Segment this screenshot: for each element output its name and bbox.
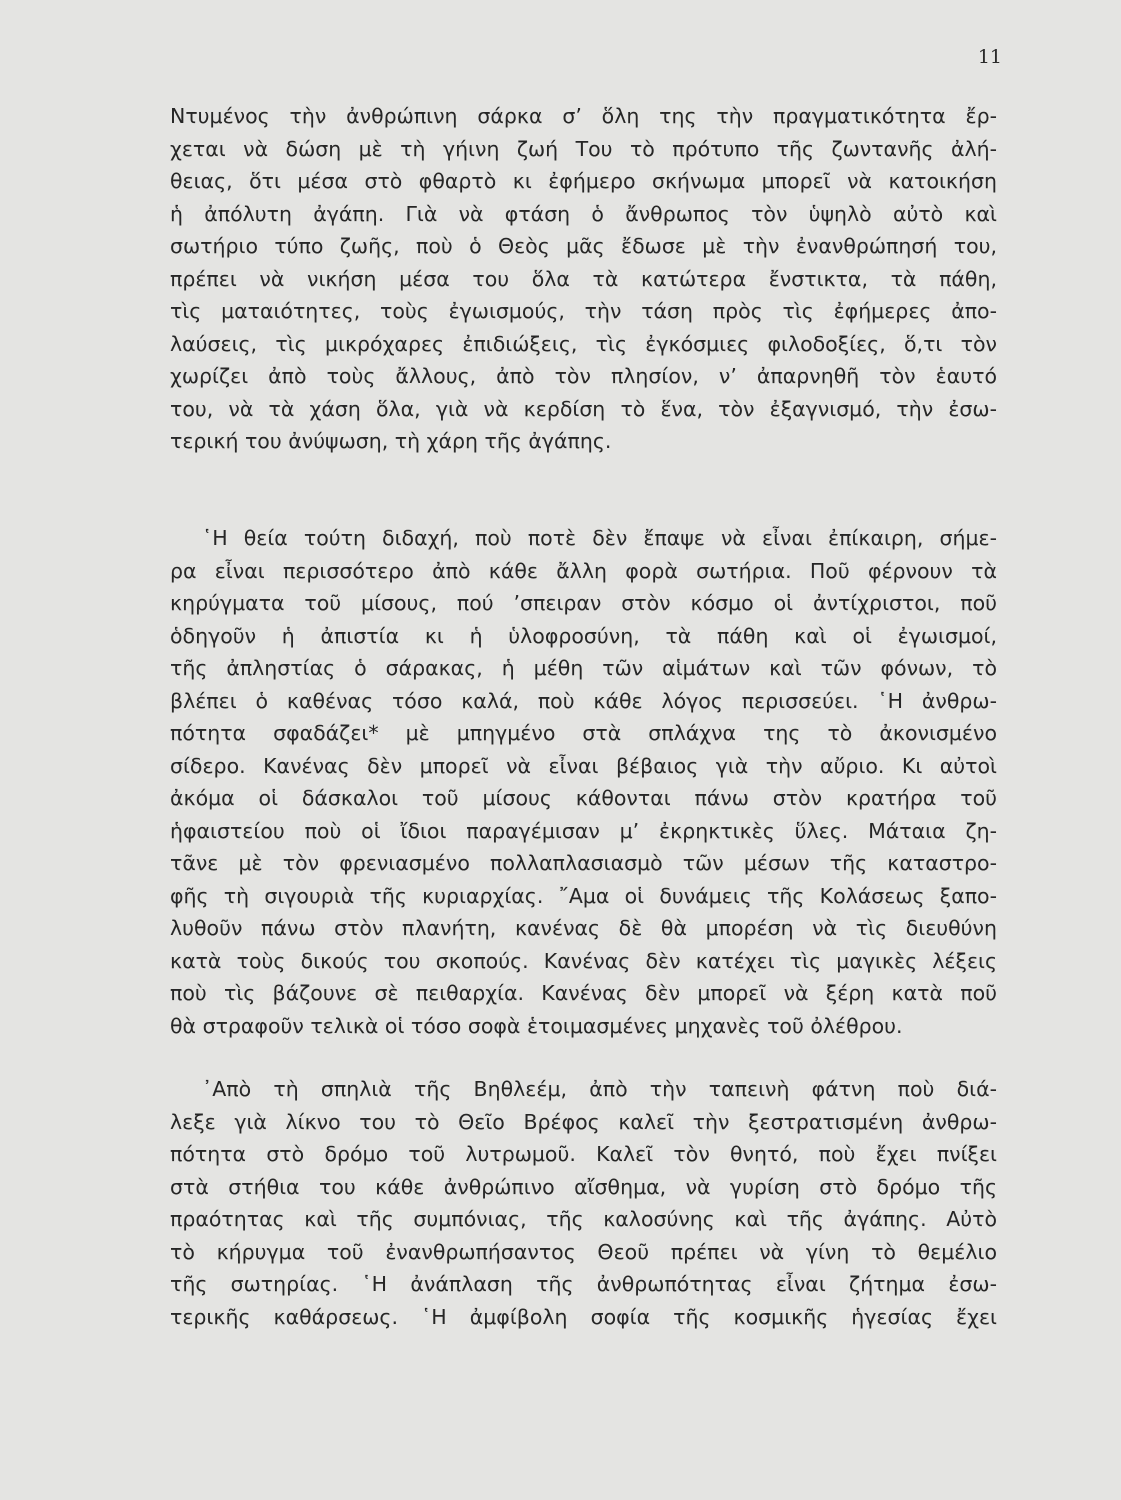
text-line: τὸ κήρυγμα τοῦ ἐνανθρωπήσαντος Θεοῦ πρέπει νὰ γίνη τὸ θεμέλιο bbox=[170, 1239, 997, 1264]
text-line: πότητα στὸ δρόμο τοῦ λυτρωμοῦ. Καλεῖ τὸν θνητό, ποὺ ἔχει πνίξει bbox=[170, 1142, 997, 1166]
text-line: λαύσεις, τὶς μικρόχαρες ἐπιδιώξεις, τὶς ἐγκόσμιες φιλοδοξίες, ὅ,τι τὸν bbox=[170, 331, 997, 356]
page-number: 11 bbox=[977, 46, 1002, 68]
text-line: βλέπει ὁ καθένας τόσο καλά, ποὺ κάθε λόγος περισσεύει. ῾Η ἀνθρω- bbox=[170, 688, 997, 713]
text-line: χωρίζει ἀπὸ τοὺς ἄλλους, ἀπὸ τὸν πλησίον, ν’ ἀπαρνηθῆ τὸν ἑαυτό bbox=[170, 364, 997, 388]
text-line: ρα εἶναι περισσότερο ἀπὸ κάθε ἄλλη φορὰ σωτήρια. Ποῦ φέρνουν τὰ bbox=[170, 558, 997, 583]
text-line: τῆς σωτηρίας. ῾Η ἀνάπλαση τῆς ἀνθρωπότητας εἶναι ζήτημα ἐσω- bbox=[170, 1272, 997, 1296]
text-line: τερικῆς καθάρσεως. ῾Η ἀμφίβολη σοφία τῆς κοσμικῆς ἡγεσίας ἔχει bbox=[170, 1304, 997, 1329]
text-line: πρέπει νὰ νικήση μέσα του ὅλα τὰ κατώτερα ἔνστικτα, τὰ πάθη, bbox=[170, 266, 997, 291]
paragraph-3 bbox=[170, 1073, 997, 1333]
text-line: τὶς ματαιότητες, τοὺς ἐγωισμούς, τὴν τάση πρὸς τὶς ἐφήμερες ἀπο- bbox=[170, 299, 997, 323]
text-line: πραότητας καὶ τῆς συμπόνιας, τῆς καλοσύνης καὶ τῆς ἀγάπης. Αὐτὸ bbox=[170, 1207, 997, 1231]
paragraph-1 bbox=[170, 100, 997, 458]
text-line: τερική του ἀνύψωση, τὴ χάρη τῆς ἀγάπης. bbox=[170, 429, 612, 453]
text-line: του, νὰ τὰ χάση ὅλα, γιὰ νὰ κερδίση τὸ ἕνα, τὸν ἐξαγνισμό, τὴν ἐσω- bbox=[170, 396, 997, 421]
text-line: τῆς ἀπληστίας ὁ σάρακας, ἡ μέθη τῶν αἱμάτων καὶ τῶν φόνων, τὸ bbox=[170, 656, 997, 680]
text-line: ποὺ τὶς βάζουνε σὲ πειθαρχία. Κανένας δὲν μπορεῖ νὰ ξέρη κατὰ ποῦ bbox=[170, 981, 997, 1005]
text-line: σωτήριο τύπο ζωῆς, ποὺ ὁ Θεὸς μᾶς ἔδωσε μὲ τὴν ἐνανθρώπησή του, bbox=[170, 234, 997, 258]
text-line: στὰ στήθια του κάθε ἀνθρώπινο αἴσθημα, νὰ γυρίση στὸ δρόμο τῆς bbox=[170, 1174, 997, 1199]
text-line: λεξε γιὰ λίκνο του τὸ Θεῖο Βρέφος καλεῖ τὴν ξεστρατισμένη ἀνθρω- bbox=[170, 1109, 997, 1134]
text-line: ῾Η θεία τούτη διδαχή, ποὺ ποτὲ δὲν ἔπαψε νὰ εἶναι ἐπίκαιρη, σήμε- bbox=[202, 526, 997, 550]
text-line: ᾽Απὸ τὴ σπηλιὰ τῆς Βηθλεέμ, ἀπὸ τὴν ταπεινὴ φάτνη ποὺ διά- bbox=[202, 1077, 997, 1101]
text-line: κηρύγματα τοῦ μίσους, πού ’σπειραν στὸν κόσμο οἱ ἀντίχριστοι, ποῦ bbox=[170, 591, 997, 615]
text-line: ἀκόμα οἱ δάσκαλοι τοῦ μίσους κάθονται πάνω στὸν κρατήρα τοῦ bbox=[170, 786, 997, 810]
text-line: κατὰ τοὺς δικούς του σκοπούς. Κανένας δὲν κατέχει τὶς μαγικὲς λέξεις bbox=[170, 948, 997, 973]
text-line: λυθοῦν πάνω στὸν πλανήτη, κανένας δὲ θὰ μπορέση νὰ τὶς διευθύνη bbox=[170, 916, 997, 940]
text-line: πότητα σφαδάζει* μὲ μπηγμένο στὰ σπλάχνα της τὸ ἀκονισμένο bbox=[170, 721, 997, 745]
text-line: τᾶνε μὲ τὸν φρενιασμένο πολλαπλασιασμὸ τῶν μέσων τῆς καταστρο- bbox=[170, 851, 997, 875]
text-line: θὰ στραφοῦν τελικὰ οἱ τόσο σοφὰ ἑτοιμασμένες μηχανὲς τοῦ ὀλέθρου. bbox=[170, 1013, 903, 1038]
text-line: ὁδηγοῦν ἡ ἀπιστία κι ἡ ὑλοφροσύνη, τὰ πάθη καὶ οἱ ἐγωισμοί, bbox=[170, 623, 997, 648]
text-line: χεται νὰ δώση μὲ τὴ γήινη ζωή Του τὸ πρότυπο τῆς ζωντανῆς ἀλή- bbox=[170, 136, 997, 161]
text-line: ἡ ἀπόλυτη ἀγάπη. Γιὰ νὰ φτάση ὁ ἄνθρωπος τὸν ὑψηλὸ αὐτὸ καὶ bbox=[170, 201, 997, 226]
text-line: σίδερο. Κανένας δὲν μπορεῖ νὰ εἶναι βέβαιος γιὰ τὴν αὔριο. Κι αὐτοὶ bbox=[170, 753, 997, 778]
text-line: φῆς τὴ σιγουριὰ τῆς κυριαρχίας. ῎Αμα οἱ δυνάμεις τῆς Κολάσεως ξαπο- bbox=[170, 883, 997, 908]
text-line: Ντυμένος τὴν ἀνθρώπινη σάρκα σ’ ὅλη της τὴν πραγματικότητα ἔρ- bbox=[170, 104, 997, 128]
text-line: ἡφαιστείου ποὺ οἱ ἴδιοι παραγέμισαν μ’ ἐκρηκτικὲς ὕλες. Μάταια ζη- bbox=[170, 818, 997, 843]
text-line: θειας, ὅτι μέσα στὸ φθαρτὸ κι ἐφήμερο σκήνωμα μπορεῖ νὰ κατοικήση bbox=[170, 169, 997, 193]
paragraph-2 bbox=[170, 522, 997, 1042]
